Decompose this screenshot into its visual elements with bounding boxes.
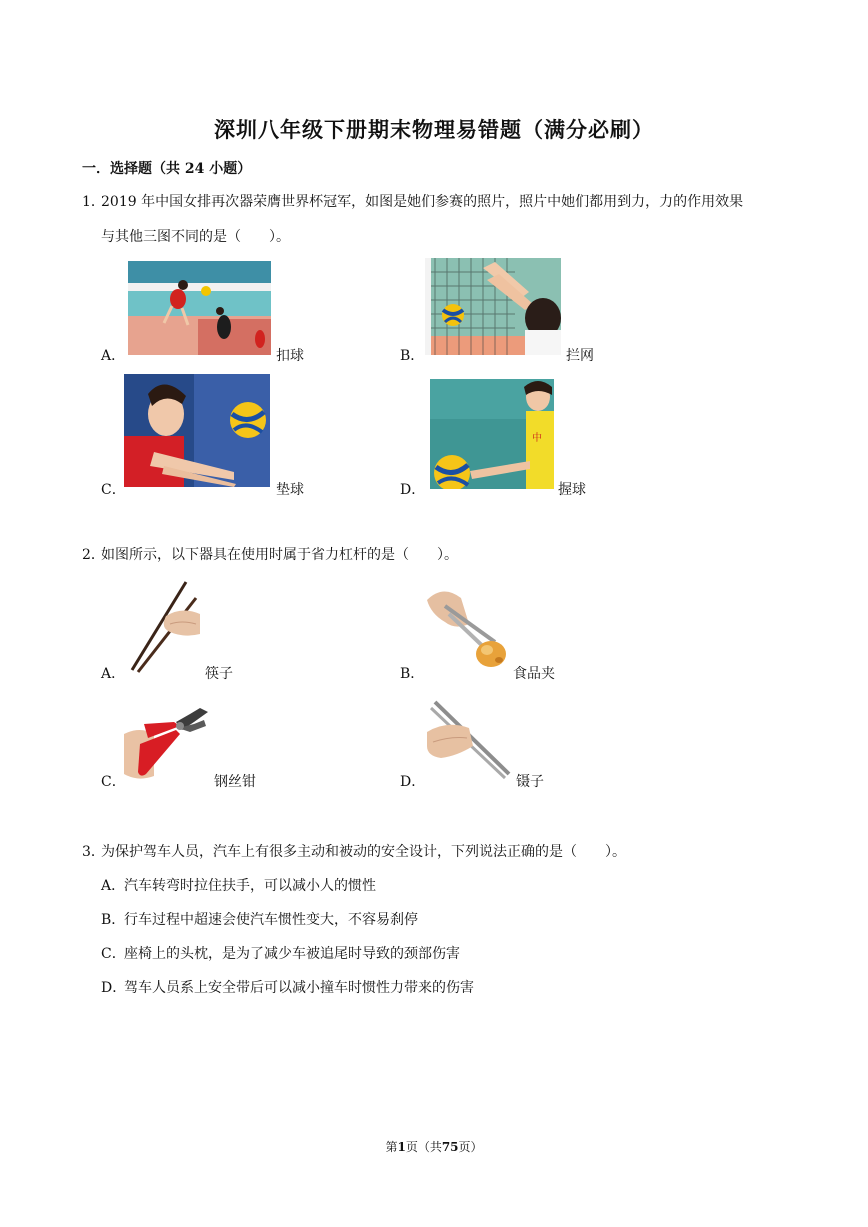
question-number: 1．: [82, 194, 105, 210]
option-label: C．: [101, 482, 126, 498]
volleyball-block-photo: [425, 258, 561, 355]
section-heading: 一．选择题（共 24 小题）: [82, 161, 252, 177]
volleyball-spike-photo: [128, 261, 271, 355]
option-label: D．: [101, 980, 127, 996]
option-text: 汽车转弯时拉住扶手，可以减小人的惯性: [124, 878, 376, 894]
question-text: 2019 年中国女排再次器荣膺世界杯冠军，如图是她们参赛的照片，照片中她们都用到力，力的作用效果: [101, 194, 744, 210]
chopsticks-icon: [126, 578, 202, 674]
option-caption: 筷子: [205, 666, 233, 682]
footer-prefix: 第: [385, 1140, 398, 1154]
option-label: D．: [400, 774, 426, 790]
option-caption: 钢丝钳: [214, 774, 256, 790]
question-number: 3．: [82, 844, 105, 860]
option-label: D．: [400, 482, 426, 498]
footer-suffix: 页）: [458, 1140, 483, 1154]
option-text: 座椅上的头枕，是为了减少车被追尾时导致的颈部伤害: [124, 946, 460, 962]
option-label: A．: [101, 878, 126, 894]
option-caption: 食品夹: [513, 666, 555, 682]
footer-middle: 页（共: [405, 1140, 442, 1154]
food-tongs-icon: [425, 584, 511, 674]
option-caption: 扣球: [276, 348, 304, 364]
option-label: A．: [101, 348, 126, 364]
option-caption: 握球: [558, 482, 586, 498]
total-pages: 75: [441, 1140, 459, 1154]
page-footer: [0, 1138, 868, 1155]
option-text: 行车过程中超速会使汽车惯性变大，不容易刹停: [124, 912, 418, 928]
question-number: 2．: [82, 547, 105, 563]
page-number: 1: [397, 1140, 406, 1154]
question-text: 如图所示，以下器具在使用时属于省力杠杆的是（ ）。: [101, 547, 458, 563]
option-label: B．: [101, 912, 126, 928]
volleyball-dig-photo: [124, 374, 270, 487]
option-caption: 镊子: [516, 774, 544, 790]
question-text: 与其他三图不同的是（ ）。: [101, 229, 290, 245]
question-text: 为保护驾车人员，汽车上有很多主动和被动的安全设计，下列说法正确的是（ ）。: [101, 844, 626, 860]
volleyball-hold-photo: [430, 379, 554, 489]
option-label: C．: [101, 946, 126, 962]
option-label: C．: [101, 774, 126, 790]
option-label: A．: [101, 666, 126, 682]
option-label: B．: [400, 666, 425, 682]
svg-text:中: 中: [532, 433, 542, 444]
option-label: B．: [400, 348, 425, 364]
page-title: 深圳八年级下册期末物理易错题（满分必刷）: [214, 117, 654, 142]
option-caption: 拦网: [566, 348, 594, 364]
wire-pliers-icon: [124, 704, 210, 782]
tweezers-icon: [427, 698, 515, 780]
option-caption: 垫球: [276, 482, 304, 498]
option-text: 驾车人员系上安全带后可以减小撞车时惯性力带来的伤害: [124, 980, 474, 996]
